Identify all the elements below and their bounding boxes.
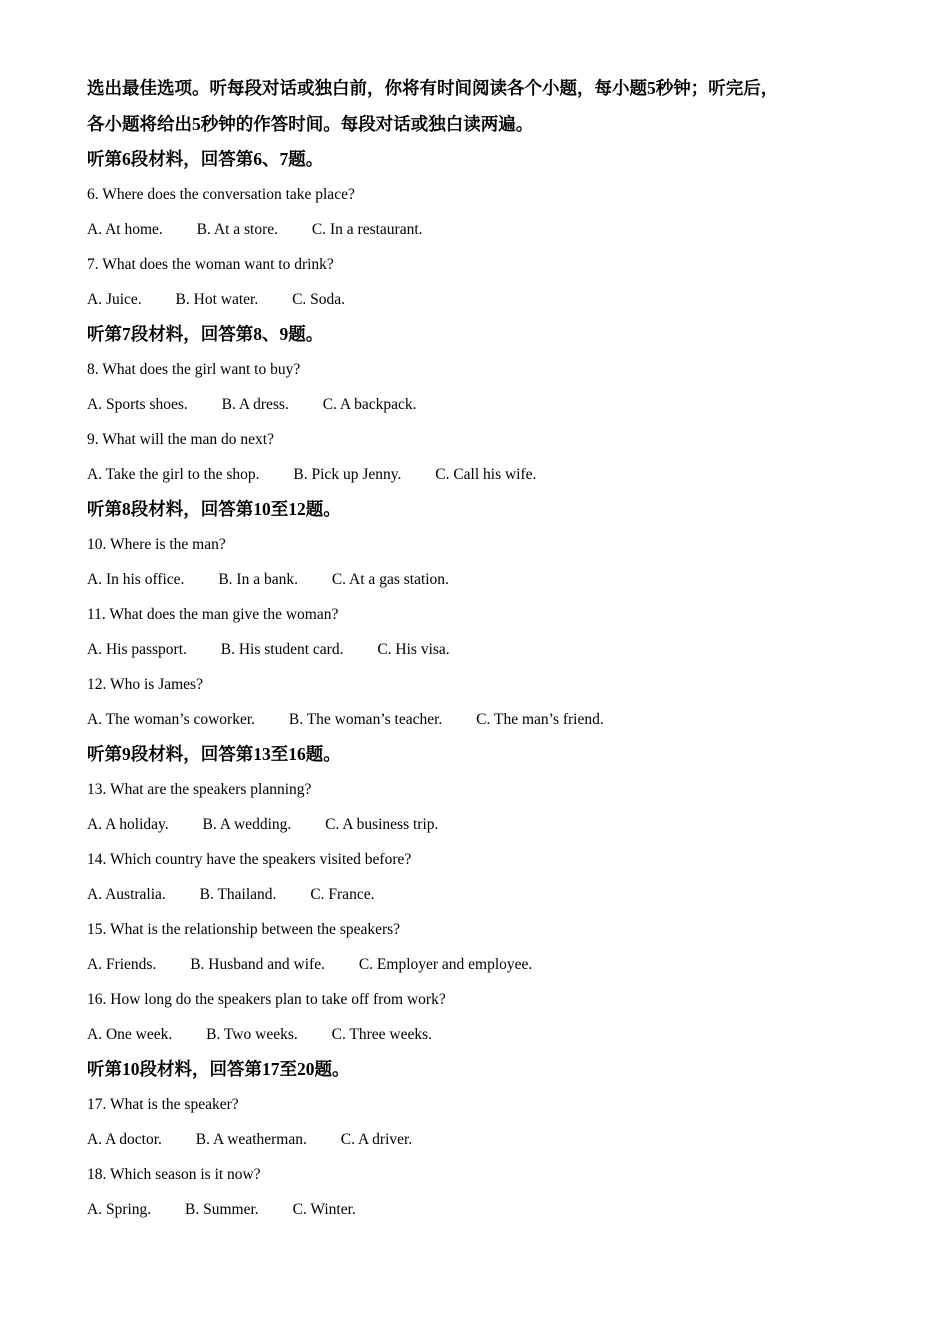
options-row: [87, 387, 867, 422]
option-c: C. A driver.: [340, 1131, 413, 1148]
question-11: 11. What does the man give the woman?: [87, 606, 339, 623]
option-a: A. His passport.: [87, 641, 187, 658]
option-b: B. Two weeks.: [206, 1026, 298, 1043]
option-b: B. A dress.: [221, 396, 289, 413]
options-row: [87, 1122, 867, 1157]
option-b: B. A weatherman.: [195, 1131, 307, 1148]
option-b: B. Pick up Jenny.: [293, 466, 402, 483]
option-c: C. Three weeks.: [331, 1026, 433, 1043]
options-row: [87, 1017, 867, 1052]
option-a: A. Friends.: [87, 956, 157, 973]
section-heading: 听第8段材料，回答第10至12题。: [87, 499, 341, 519]
question-6: 6. Where does the conversation take place?: [87, 186, 355, 203]
option-c: C. Call his wife.: [435, 466, 537, 483]
options-row: [87, 457, 867, 492]
option-a: A. Sports shoes.: [87, 396, 188, 413]
question-10: 10. Where is the man?: [87, 536, 226, 553]
question-8: 8. What does the girl want to buy?: [87, 361, 301, 378]
option-b: B. In a bank.: [218, 571, 298, 588]
options-row: [87, 947, 867, 982]
option-b: B. His student card.: [220, 641, 344, 658]
question-14: 14. Which country have the speakers visited before?: [87, 851, 412, 868]
option-a: A. At home.: [87, 221, 163, 238]
option-c: C. France.: [310, 886, 375, 903]
option-a: A. One week.: [87, 1026, 173, 1043]
option-b: B. The woman’s teacher.: [288, 711, 443, 728]
question-17: 17. What is the speaker?: [87, 1096, 239, 1113]
question-7: 7. What does the woman want to drink?: [87, 256, 334, 273]
options-row: [87, 562, 867, 597]
option-c: C. Soda.: [292, 291, 346, 308]
option-b: B. Thailand.: [199, 886, 277, 903]
option-a: A. The woman’s coworker.: [87, 711, 256, 728]
option-b: B. At a store.: [196, 221, 279, 238]
option-c: C. At a gas station.: [331, 571, 449, 588]
section-heading: 听第9段材料，回答第13至16题。: [87, 744, 341, 764]
option-a: A. A doctor.: [87, 1131, 162, 1148]
question-9: 9. What will the man do next?: [87, 431, 274, 448]
options-row: [87, 807, 867, 842]
question-12: 12. Who is James?: [87, 676, 203, 693]
option-c: C. Winter.: [292, 1201, 356, 1218]
options-row: [87, 702, 867, 737]
instructions-line-2: 各小题将给出5秒钟的作答时间。每段对话或独白读两遍。: [87, 114, 534, 134]
exam-page: [87, 70, 867, 1227]
option-b: B. Summer.: [185, 1201, 259, 1218]
question-16: 16. How long do the speakers plan to take off from work?: [87, 991, 446, 1008]
option-c: C. The man’s friend.: [476, 711, 604, 728]
option-c: C. Employer and employee.: [358, 956, 533, 973]
option-a: A. Australia.: [87, 886, 166, 903]
option-a: A. Take the girl to the shop.: [87, 466, 260, 483]
question-13: 13. What are the speakers planning?: [87, 781, 312, 798]
option-c: C. In a restaurant.: [311, 221, 423, 238]
section-heading: 听第10段材料，回答第17至20题。: [87, 1059, 350, 1079]
options-row: [87, 212, 867, 247]
option-a: A. A holiday.: [87, 816, 169, 833]
options-row: [87, 632, 867, 667]
instructions-line-1: 选出最佳选项。听每段对话或独白前，你将有时间阅读各个小题，每小题5秒钟；听完后，: [87, 78, 779, 98]
option-b: B. Husband and wife.: [190, 956, 325, 973]
question-15: 15. What is the relationship between the speakers?: [87, 921, 401, 938]
options-row: [87, 1192, 867, 1227]
section-heading: 听第6段材料，回答第6、7题。: [87, 149, 324, 169]
options-row: [87, 877, 867, 912]
option-a: A. Spring.: [87, 1201, 152, 1218]
options-row: [87, 282, 867, 317]
option-a: A. In his office.: [87, 571, 185, 588]
option-c: C. A backpack.: [322, 396, 417, 413]
question-18: 18. Which season is it now?: [87, 1166, 261, 1183]
option-a: A. Juice.: [87, 291, 142, 308]
option-b: B. Hot water.: [175, 291, 259, 308]
option-c: C. A business trip.: [325, 816, 439, 833]
section-heading: 听第7段材料，回答第8、9题。: [87, 324, 324, 344]
option-c: C. His visa.: [377, 641, 450, 658]
option-b: B. A wedding.: [202, 816, 292, 833]
